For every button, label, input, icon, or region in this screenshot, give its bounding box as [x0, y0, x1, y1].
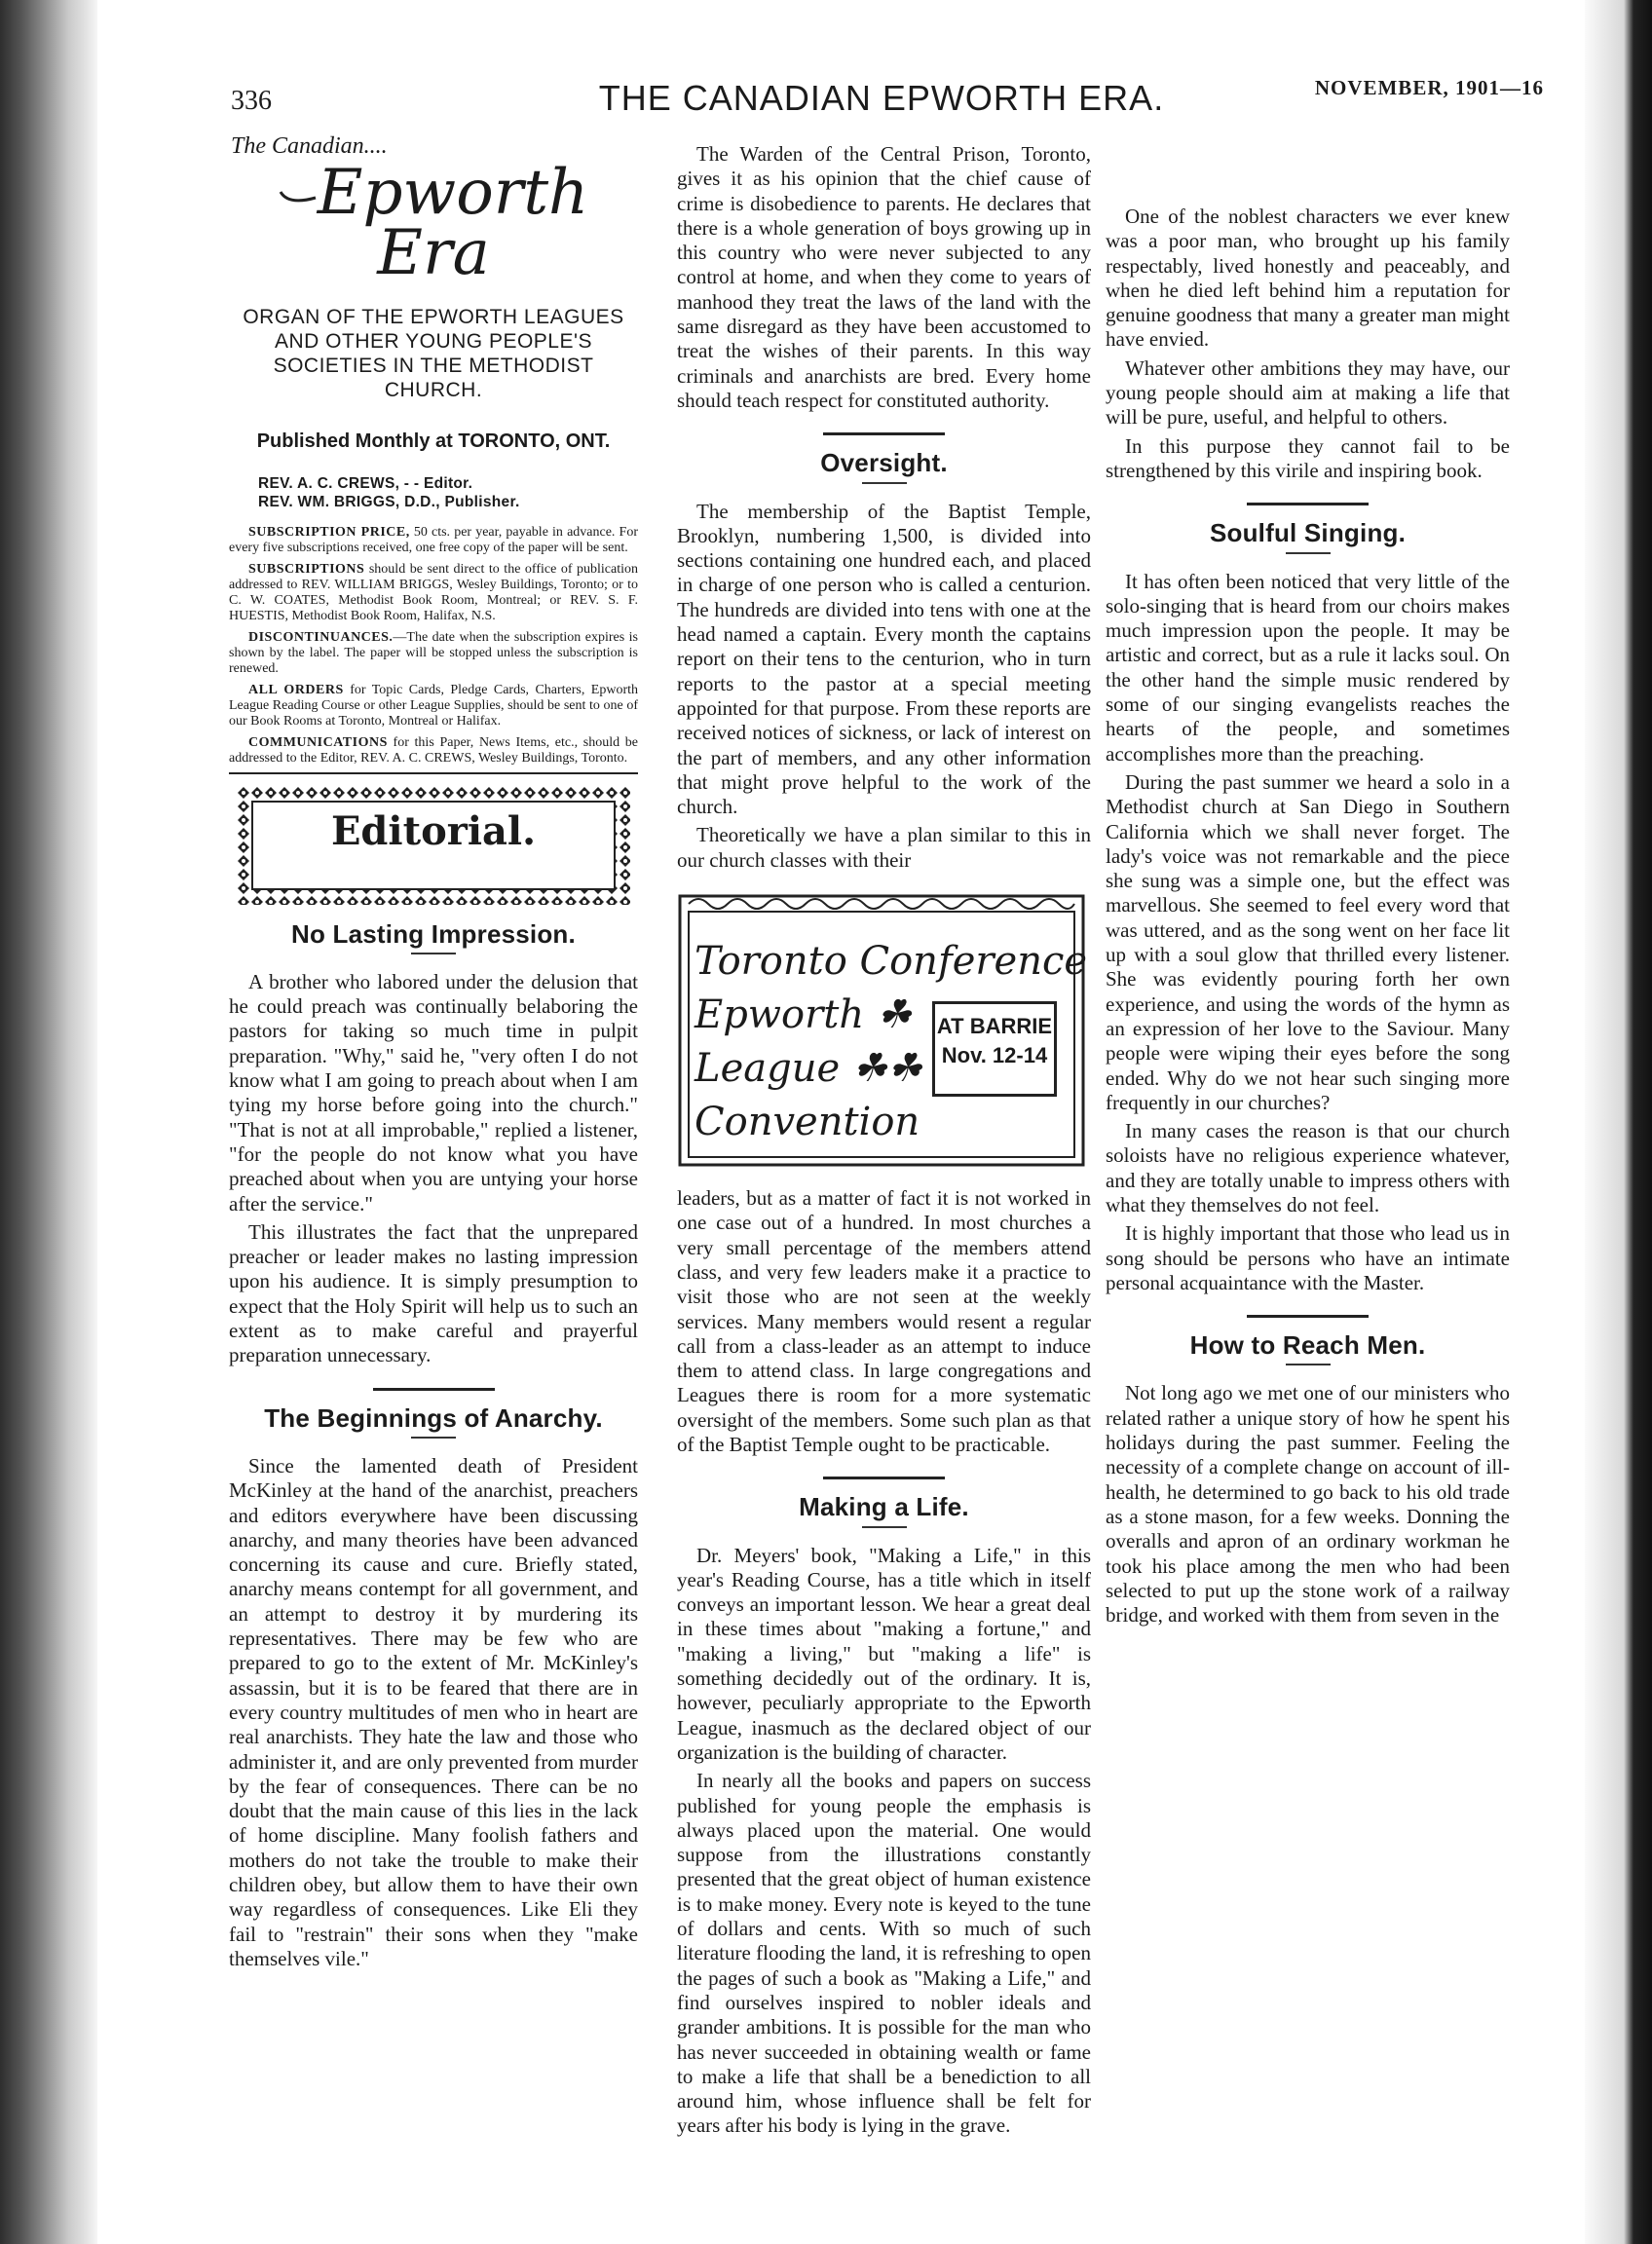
notice-text: —The date when the subscription expires is shown by the label. The paper will be stopped unless the subscription is renewed. — [229, 629, 638, 676]
convention-line-4: Convention — [695, 1100, 920, 1145]
masthead-organ: ORGAN OF THE EPWORTH LEAGUES AND OTHER YOUNG PEOPLE'S SOCIETIES IN THE METHODIST CHURCH. — [243, 306, 624, 402]
title-rule — [862, 1526, 907, 1528]
section-rule — [373, 1388, 495, 1391]
masthead — [229, 134, 638, 767]
title-rule — [411, 953, 456, 954]
title-rule — [411, 1437, 456, 1439]
article-title-beginnings-of-anarchy: The Beginnings of Anarchy. — [264, 1402, 603, 1433]
paragraph: It is highly important that those who lead us in song should be persons who have an intimate personal acquaintance with the Master. — [1106, 1221, 1510, 1294]
notice-text: for this Paper, News Items, etc., should be addressed to the Editor, REV. A. C. CREWS, Wesley Buildings, Toronto. — [229, 734, 638, 766]
convention-dates: Nov. 12-14 — [941, 1043, 1048, 1068]
title-rule — [862, 482, 907, 484]
notice-text: should be sent direct to the office of publication addressed to REV. WILLIAM BRIGGS, Wesley Buildings, Toronto; or to C. W. COATES, Methodist Book Room, Montreal; or REV. S. F. HUESTIS, Methodist Book Room, Halifax, N.S. — [229, 561, 639, 623]
notice-text: for Topic Cards, Pledge Cards, Charters, Epworth League Reading Course or other League Supplies, should be sent to one of our Book Rooms at Toronto, Montreal or Halifax. — [229, 682, 639, 729]
logo-flourish-icon — [279, 188, 318, 207]
masthead-logo-text: Epworth Era — [317, 157, 589, 290]
masthead-rule — [229, 772, 638, 774]
clover-icon: ☘ — [876, 992, 912, 1038]
masthead-logo — [229, 157, 638, 290]
masthead-publisher: REV. WM. BRIGGS, D.D., Publisher. — [258, 493, 520, 510]
paragraph: It has often been noticed that very little of the solo-singing that is heard from our choirs makes much impression upon the people. It may be artistic and correct, but as a rule it lacks soul. On the other hand the simple music rendered by some of our singing evangelists reaches the hearts of the people, and sometimes accomplishes more than the preaching. — [1106, 569, 1510, 766]
column-1 — [229, 134, 638, 1975]
article-title-soulful-singing: Soulful Singing. — [1209, 518, 1407, 548]
notice-discontinuances — [229, 630, 638, 677]
paragraph: Whatever other ambitions they may have, our young people should aim at making a life that will be pure, useful, and helpful to others. — [1106, 355, 1510, 430]
article-title-no-lasting-impression: No Lasting Impression. — [291, 918, 576, 949]
notice-label: ALL ORDERS — [248, 682, 344, 697]
notice-label: SUBSCRIPTION PRICE, — [248, 524, 410, 540]
article-title-how-to-reach-men: How to Reach Men. — [1189, 1330, 1426, 1361]
paragraph: A brother who labored under the delusion that he could preach was continually belaboring the pastors for taking so much time in pulpit preparation. "Why," said he, "very often I do not know what I am going to preach about when I am tying my horse before going into the church." "That is not at all improbable," replied a listener, "for the people do not know what you have preached about when you are untying your horse after the service." — [229, 969, 638, 1216]
convention-advertisement — [677, 886, 1091, 1171]
notice-all-orders — [229, 683, 638, 729]
publication-title: THE CANADIAN EPWORTH ERA. — [598, 78, 1165, 118]
book-spine — [0, 0, 97, 2244]
notice-label: SUBSCRIPTIONS — [248, 561, 365, 577]
page-edge — [1585, 0, 1652, 2244]
masthead-editor: REV. A. C. CREWS, - - Editor. — [258, 474, 473, 492]
editorial-heading: Editorial. — [330, 807, 537, 854]
masthead-canadian: The Canadian.... — [231, 133, 388, 159]
masthead-staff — [258, 474, 638, 511]
editorial-banner — [237, 786, 630, 905]
convention-line-2: Epworth ☘ — [695, 992, 912, 1038]
paragraph: The Warden of the Central Prison, Toronto, gives it as his opinion that the chief cause of crime is disobedience to parents. He declares that there is a whole generation of boys growing up in this country who were never subjected to any control at home, and when they come to years of manhood they treat the laws of the land with the same disregard as they have been accustomed to treat the wishes of their parents. In this way criminals and anarchists are bred. Every home should teach respect for constituted authority. — [677, 142, 1091, 412]
section-rule — [823, 1477, 945, 1479]
notice-subscription-price — [229, 525, 638, 556]
notice-subscriptions — [229, 562, 638, 624]
title-rule — [1286, 552, 1331, 554]
column-3 — [1106, 205, 1510, 1631]
article-title-oversight: Oversight. — [820, 448, 948, 478]
paragraph: Since the lamented death of President McKinley at the hand of the anarchist, preachers and editors everywhere have been discussing anarchy, and many theories have been advanced concerning its cause and cure. Briefly stated, anarchy means contempt for all government, and an attempt to destroy it by murdering its representatives. There may be few who are prepared to go to the extent of Mr. McKinley's assassin, but it is to be feared that there are in every country multitudes of men who in heart are real anarchists. They hate the law and those who administer it, and are only prevented from murder by the fear of consequences. There can be no doubt that the main cause of this lies in the lack of home discipline. Many foolish fathers and mothers do not take the trouble to make their children obey, but allow them to have their own way regardless of consequences. Like Eli they fail to "restrain" their sons when they "make themselves vile." — [229, 1453, 638, 1970]
paragraph: One of the noblest characters we ever knew was a poor man, who brought up his family respectably, lived honestly and peaceably, and when he died left behind him a reputation for genuine goodness that many a greater man might have envied. — [1106, 205, 1510, 352]
running-header — [219, 68, 1544, 127]
magazine-page — [219, 68, 1544, 2211]
paragraph: Theoretically we have a plan similar to this in our church classes with their — [677, 823, 1091, 872]
notice-label: COMMUNICATIONS — [248, 734, 388, 750]
notice-communications — [229, 735, 638, 767]
section-rule — [823, 432, 945, 435]
notice-label: DISCONTINUANCES. — [248, 629, 394, 645]
convention-line-3: League ☘☘ — [695, 1046, 922, 1092]
convention-location-box — [932, 1001, 1057, 1097]
paragraph: During the past summer we heard a solo in a Methodist church at San Diego in Southern California which we shall never forget. The lady's voice was not remarkable and the piece she sung was a simple one, but the effect was marvellous. She seemed to feel every word that was uttered, and as the song went on her face lit up with a soul glow that thrilled every listener. She was evidently pouring forth her own experience, and using the words of the hymn as an expression of her love to the Saviour. Many people were wiping their eyes before the song ended. Why do we not hear such singing more frequently in our churches? — [1106, 769, 1510, 1114]
notice-text: 50 cts. per year, payable in advance. For every five subscriptions received, one free copy of the paper will be sent. — [229, 524, 639, 555]
paragraph: In this purpose they cannot fail to be strengthened by this virile and inspiring book. — [1106, 433, 1510, 482]
paragraph: leaders, but as a matter of fact it is not worked in one case out of a hundred. In most churches a very small percentage of the members attend class, and very few leaders make it a practice to visit those who are not seen at the weekly services. Many members would resent a regular call from a class-leader as an attempt to induce them to attend class. In large congregations and Leagues there is room for a more systematic oversight of the members. Some such plan as that of the Baptist Temple ought to be practicable. — [677, 1186, 1091, 1456]
section-rule — [1247, 1315, 1369, 1318]
clover-icon: ☘☘ — [851, 1046, 922, 1092]
page-number: 336 — [231, 86, 272, 116]
paragraph: This illustrates the fact that the unprepared preacher or leader makes no lasting impression upon his audience. It is simply presumption to expect that the Holy Spirit will help us to such an extent as to make careful and prayerful preparation unnecessary. — [229, 1219, 638, 1367]
title-rule — [1286, 1364, 1331, 1365]
section-rule — [1247, 503, 1369, 505]
convention-line-1: Toronto Conference — [695, 939, 1088, 985]
paragraph: In nearly all the books and papers on success published for young people the emphasis is always placed upon the material. One would suppose from the illustrations constantly presented that the great object of human existence is to make money. Every note is keyed to the tune of dollars and cents. With so much of such literature flooding the land, it is refreshing to open the pages of such a book as "Making a Life," and find ourselves inspired to nobler ideals and grander ambitions. It is possible for the man who has never succeeded in obtaining wealth or fame to make a life that shall be a benediction to all around him, whose influence shall be felt for years after his body is lying in the grave. — [677, 1769, 1091, 2138]
paragraph: In many cases the reason is that our church soloists have no religious experience whatever, and they are totally unable to impress others with what they themselves do not feel. — [1106, 1119, 1510, 1216]
paragraph: Dr. Meyers' book, "Making a Life," in this year's Reading Course, has a title which in itself conveys an important lesson. We hear a great deal in these times about "making a fortune," and "making a living," but "making a life" is something decidedly out of the ordinary. It is, however, peculiarly appropriate to the Epworth League, inasmuch as the declared object of our organization is the building of character. — [677, 1543, 1091, 1764]
convention-place: AT BARRIE — [936, 1014, 1053, 1039]
issue-date: NOVEMBER, 1901—16 — [1314, 76, 1544, 99]
paragraph: The membership of the Baptist Temple, Brooklyn, numbering 1,500, is divided into sections containing one hundred each, and placed in charge of one person who is called a centurion. The hundreds are divided into tens with one at the head named a captain. Every month the captains report on their tens to the centurion, who in turn reports to the pastor at a special meeting appointed for that purpose. From these reports are received notices of sickness, or lack of interest on the part of members, and any other information that might prove helpful to the work of the church. — [677, 499, 1091, 819]
article-title-making-a-life: Making a Life. — [799, 1492, 969, 1522]
column-2 — [677, 142, 1091, 2143]
masthead-published: Published Monthly at TORONTO, ONT. — [256, 430, 611, 453]
paragraph: Not long ago we met one of our ministers who related rather a unique story of how he spent his holidays during the past summer. Feeling the necessity of a complete change on account of ill-health, he determined to go back to his old trade as a stone mason, for a few weeks. Donning the overalls and apron of an ordinary workman he took his place among the men who had been selected to put up the stone work of a railway bridge, and worked with them from seven in the — [1106, 1381, 1510, 1627]
